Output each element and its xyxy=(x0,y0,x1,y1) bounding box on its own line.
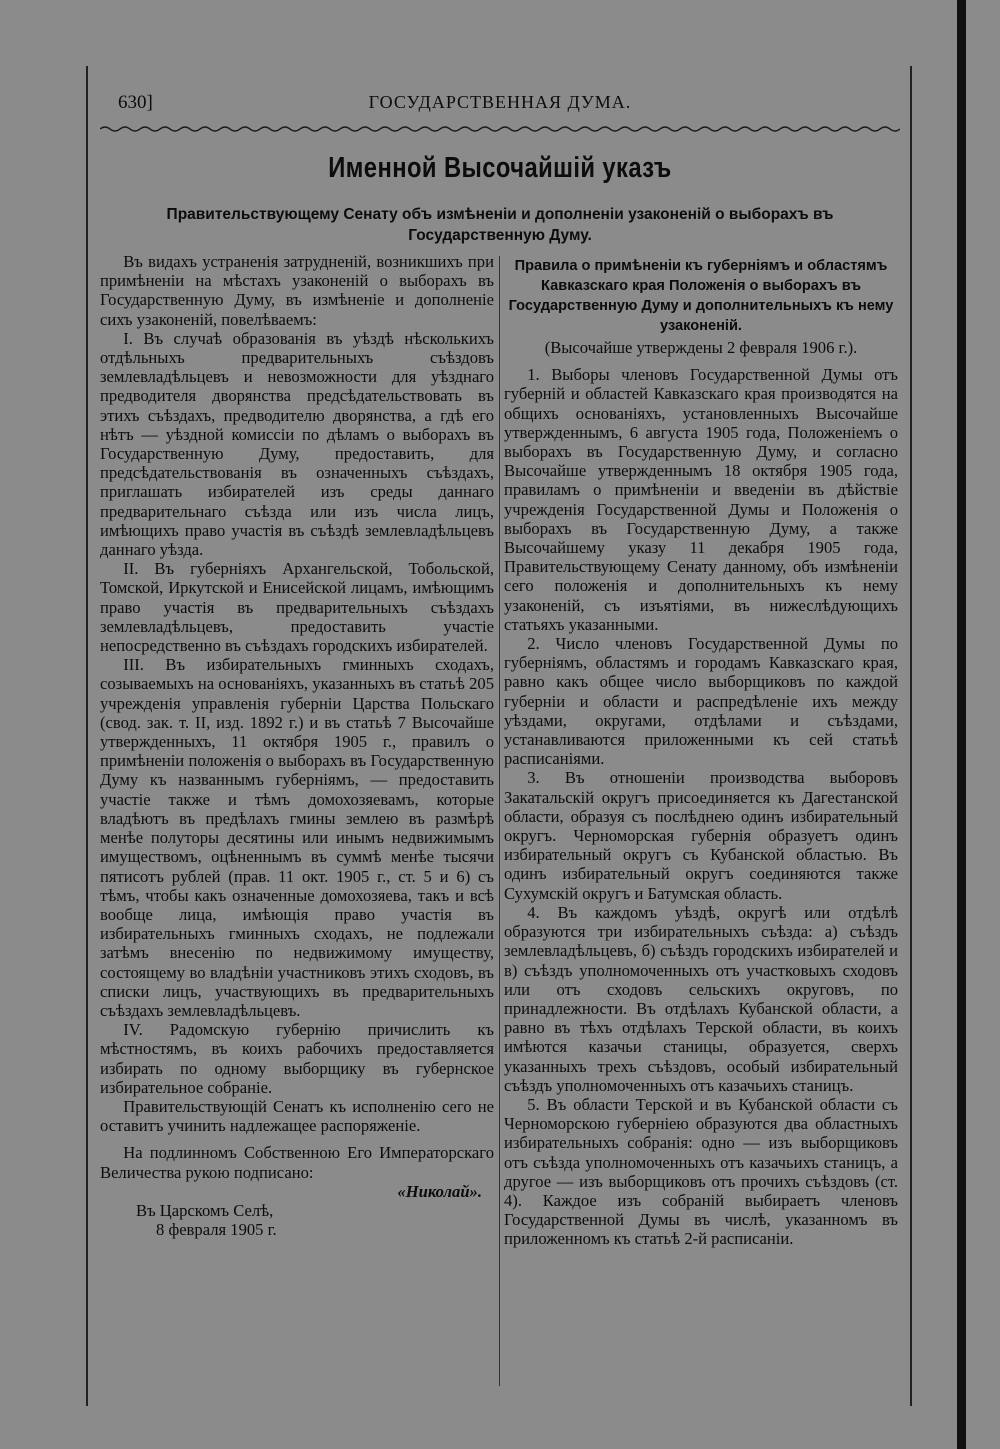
left-column xyxy=(100,252,494,1239)
decree-intro: Въ видахъ устраненія затрудненій, возникшихъ при примѣненіи на мѣстахъ узаконеній о выборахъ въ Государственную Думу, въ измѣненіе и дополненіе сихъ узаконеній, повелѣваемъ: xyxy=(100,252,494,329)
page-frame-right xyxy=(910,66,912,1406)
signing-date: 8 февраля 1905 г. xyxy=(156,1220,277,1240)
decree-paragraph-2: II. Въ губерніяхъ Архангельской, Тобольской, Томской, Иркутской и Енисейской лицамъ, имѣющимъ право участія въ предварительныхъ съѣздахъ землевладѣльцевъ, предоставить участіе непосредственно въ съѣздахъ городскихъ избирателей. xyxy=(100,559,494,656)
column-divider xyxy=(499,256,500,1386)
book-page xyxy=(100,80,900,1410)
rules-item-1: 1. Выборы членовъ Государственной Думы отъ губерній и областей Кавказскаго края производятся на общихъ основаніяхъ, установленныхъ Высочайше утвержденнымъ, 6 августа 1905 года, Положеніемъ о выборахъ въ Государственную Думу, и согласно Высочайше утвержденнымъ 18 октября 1905 года, правиламъ о примѣненіи и введеніи въ дѣйствіе учрежденія Государственной Думы и Положенія о выборахъ въ Государственную Думу, а также Высочайшему указу 11 декабря 1905 года, Правительствующему Сенату данному, объ измѣненіи сего положенія и дополнительныхъ къ нему узаконеній, съ изъятіями, въ нижеслѣдующихъ статьяхъ указанными. xyxy=(504,365,898,634)
signature: «Николай». xyxy=(397,1181,482,1201)
signature-note: На подлинномъ Собственною Его Императорскаго Величества рукою подписано: xyxy=(100,1143,494,1182)
rules-item-2: 2. Число членовъ Государственной Думы по губерніямъ, областямъ и городамъ Кавказскаго края, равно какъ общее число выборщиковъ по каждой губерніи и области и распредѣленіе ихъ между уѣздами, округами, отдѣлами и съѣздами, устанавливаются приложенными къ сей статьѣ расписаніями. xyxy=(504,634,898,769)
decree-title: Именной Высочайшій указъ xyxy=(328,152,672,184)
page-header xyxy=(100,80,900,116)
decree-paragraph-4: IV. Радомскую губернію причислить къ мѣстностямъ, въ коихъ рабочихъ предоставляется избирать по одному выборщику въ губернское избирательное собраніе. xyxy=(100,1020,494,1097)
rules-item-4: 4. Въ каждомъ уѣздѣ, округѣ или отдѣлѣ образуются три избирательныхъ съѣзда: а) съѣздъ землевладѣльцевъ, б) съѣздъ городскихъ избирателей и в) съѣздъ уполномоченныхъ отъ участковыхъ сходовъ или отъ сходовъ сельскихъ округовъ, по принадлежности. Въ отдѣлахъ Кубанской области, а равно въ тѣхъ отдѣлахъ Терской области, въ коихъ имѣются казачьи станицы, образуется, сверхъ указанныхъ трехъ съѣздовъ, особый избирательный съѣздъ уполномоченныхъ отъ казачьихъ станицъ. xyxy=(504,902,898,1095)
rules-approval: (Высочайше утверждены 2 февраля 1906 г.). xyxy=(544,338,858,357)
decree-paragraph-1: I. Въ случаѣ образованія въ уѣздѣ нѣсколькихъ отдѣльныхъ предварительныхъ съѣздовъ землевладѣльцевъ и невозможности для уѣзднаго предводителя дворянства предсѣдательствовать въ этихъ съѣздахъ, предводителю дворянства, а гдѣ его нѣтъ — уѣздной комиссіи по дѣламъ о выборахъ въ Государственную Думу, предоставить, для предсѣдательствованія въ означенныхъ съѣздахъ, приглашать избирателей изъ среды даннаго предварительнаго съѣзда или изъ числа лицъ, имѣющихъ право участія въ съѣздѣ землевладѣльцевъ даннаго уѣзда. xyxy=(100,328,494,560)
decree-paragraph-3: III. Въ избирательныхъ гминныхъ сходахъ, созываемыхъ на основаніяхъ, указанныхъ въ статьѣ 205 учрежденія управленія губерніи Царства Польскаго (свод. зак. т. II, изд. 1892 г.) и въ статьѣ 7 Высочайше утвержденныхъ, 11 октября 1905 г., правилъ о примѣненіи положенія о выборахъ въ Государственную Думу къ названнымъ губерніямъ, — предоставить участіе также и тѣмъ домохозяевамъ, которые владѣютъ въ предѣлахъ гмины землею въ размѣрѣ менѣе полуторы десятины или инымъ недвижимымъ имуществомъ, оцѣненнымъ въ суммѣ менѣе тысячи пятисотъ рублей (прав. 11 окт. 1905 г., ст. 5 и 6) съ тѣмъ, чтобы какъ означенные домохозяева, такъ и всѣ вообще лица, имѣющія право участія въ избирательныхъ гминныхъ сходахъ, не подлежали затѣмъ внесенію по недвижимому имуществу, состоящему во владѣніи участниковъ этихъ сходовъ, въ списки лицъ, участвующихъ въ предварительныхъ съѣздахъ землевладѣльцевъ. xyxy=(100,655,494,1020)
running-title: ГОСУДАРСТВЕННАЯ ДУМА. xyxy=(368,92,632,112)
page-number: 630] xyxy=(118,92,153,113)
right-column xyxy=(504,252,898,1249)
signing-place: Въ Царскомъ Селѣ, xyxy=(136,1200,274,1220)
wavy-rule xyxy=(100,124,900,134)
rules-item-5: 5. Въ области Терской и въ Кубанской области съ Черноморскою губерніею образуются два областныхъ избирательныхъ собранія: одно — изъ выборщиковъ отъ съѣзда уполномоченныхъ отъ казачьихъ станицъ, а другое — изъ выборщиковъ отъ прочихъ съѣздовъ (ст. 4). Каждое изъ собраній выбираетъ членовъ Государственной Думы въ числѣ, указанномъ въ приложенномъ къ статьѣ 2-й расписаніи. xyxy=(504,1094,898,1249)
decree-closing: Правительствующій Сенатъ къ исполненію сего не оставитъ учинить надлежащее распоряженіе. xyxy=(100,1096,494,1136)
scan-edge-line xyxy=(957,0,966,1449)
rules-heading: Правила о примѣненіи къ губерніямъ и областямъ Кавказскаго края Положенія о выборахъ въ Государственную Думу и дополнительныхъ къ нему узаконеній. xyxy=(508,258,894,334)
decree-subtitle: Правительствующему Сенату объ измѣненіи и дополненіи узаконеній о выборахъ въ Государственную Думу. xyxy=(166,206,834,244)
rules-item-3: 3. Въ отношеніи производства выборовъ Закатальскій округъ присоединяется къ Дагестанской области, образуя съ послѣднею одинъ избирательный округъ. Черноморская губернія образуетъ одинъ избирательный округъ съ Кубанской областью. Въ одинъ избирательный округъ соединяются также Сухумскій округъ и Батумская область. xyxy=(504,768,898,903)
page-frame-left xyxy=(86,66,88,1406)
